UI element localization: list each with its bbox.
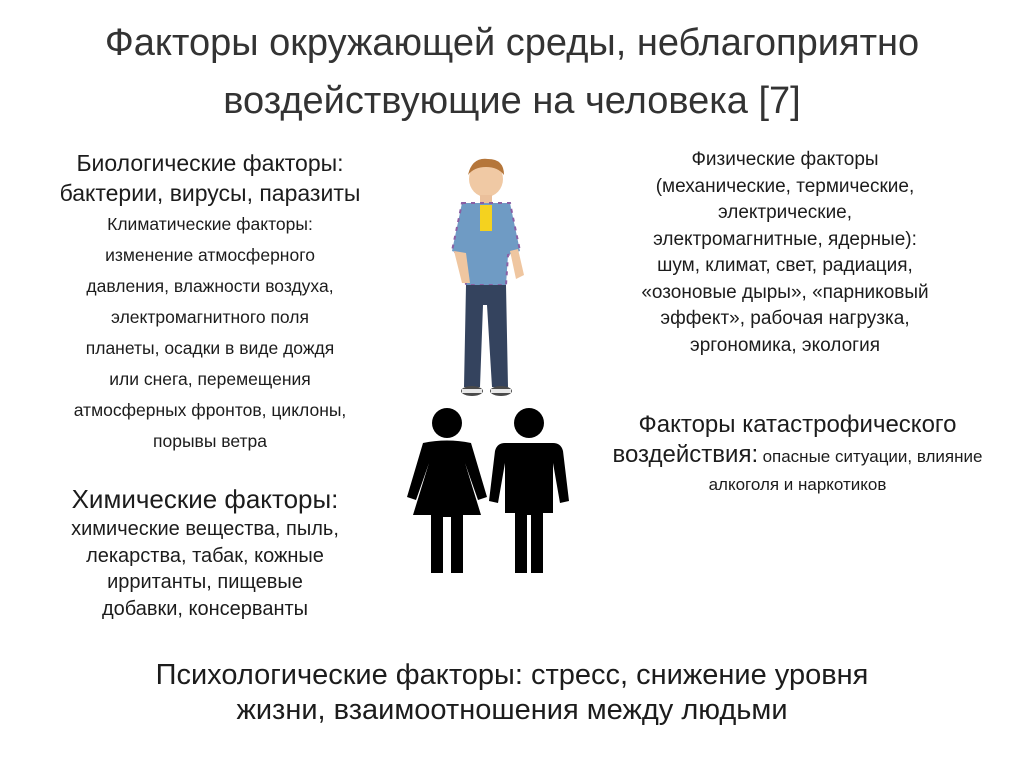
chemical-heading: Химические факторы: — [71, 484, 339, 514]
biological-heading: Биологические факторы: бактерии, вирусы, паразиты — [59, 150, 361, 206]
man-woman-icon — [405, 405, 575, 575]
climatic-factors-text: Климатические факторы: изменение атмосферного давления, влажности воздуха, электромагнитного поля планеты, осадки в виде дождя или снега, перемещения атмосферных фронтов, циклоны, порывы ветра — [73, 214, 347, 451]
slide-title: Факторы окружающей среды, неблагоприятно воздействующие на человека [7] — [104, 22, 920, 122]
physical-factors-text: Физические факторы (механические, термические, электрические, электромагнитные, ядерные): шум, климат, свет, радиация, «озоновые дыры», «парниковый эффект», рабочая нагрузка, эргономика, экология — [641, 149, 929, 356]
boy-photo — [428, 155, 546, 405]
biological-factors — [0, 148, 420, 457]
catastrophic-heading: Факторы катастрофического воздействия: — [612, 411, 957, 468]
catastrophic-body: опасные ситуации, влияние алкоголя и наркотиков — [708, 447, 983, 494]
chemical-body: химические вещества, пыль, лекарства, табак, кожные ирританты, пищевые добавки, консерванты — [71, 518, 339, 620]
psychological-factors-text: Психологические факторы: стресс, снижение уровня жизни, взаимоотношения между людьми — [155, 659, 869, 726]
chemical-factors — [0, 482, 410, 622]
catastrophic-factors — [585, 410, 1010, 499]
